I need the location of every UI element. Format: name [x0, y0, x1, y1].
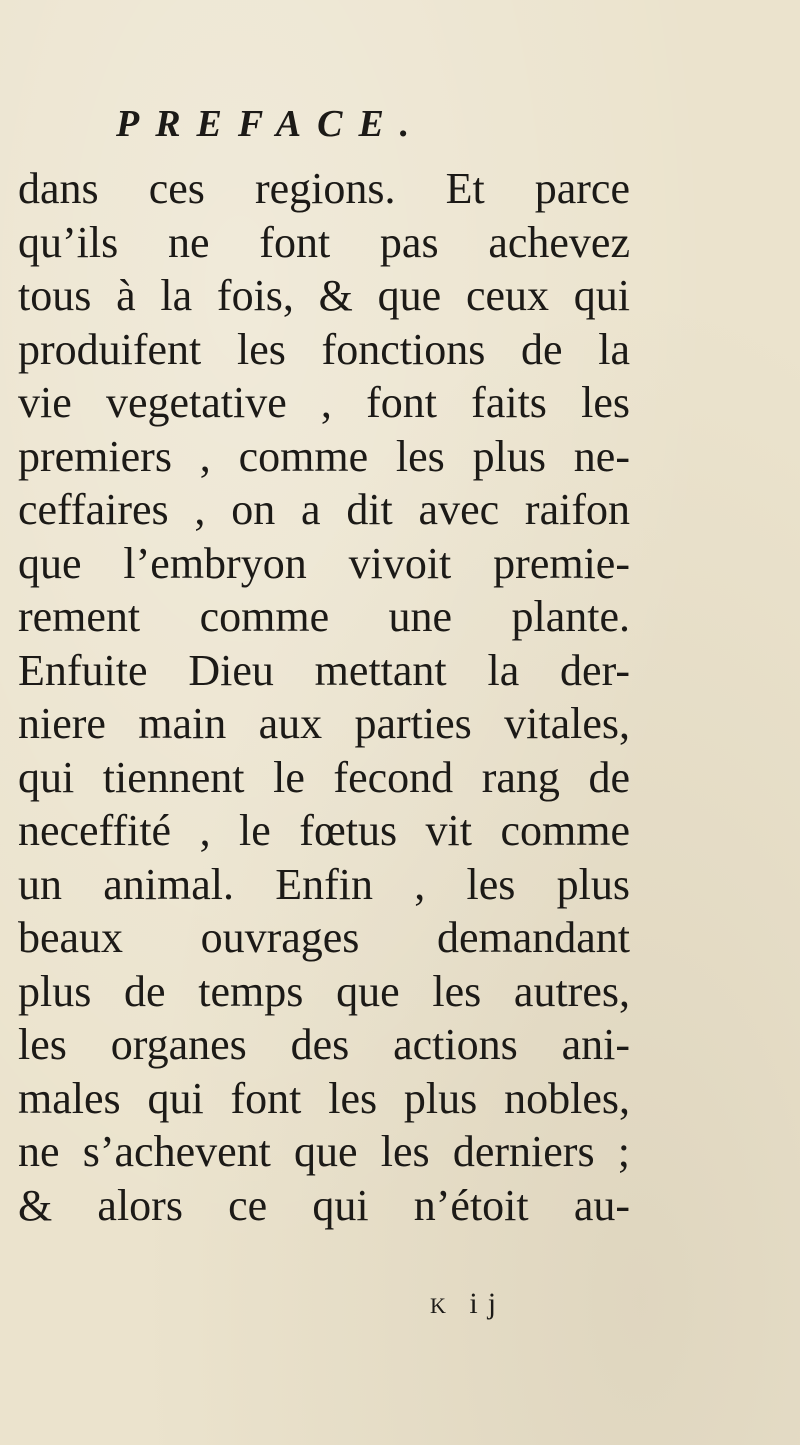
text-line: niere main aux parties vitales,: [18, 699, 630, 748]
running-head: PREFACE.: [116, 103, 426, 145]
text-line: un animal. Enfin , les plus: [18, 859, 630, 909]
text-line: ceffaires , on a dit avec raifon: [18, 485, 630, 534]
text-line: dans ces regions. Et parce: [18, 164, 630, 213]
signature-numeral: ij: [469, 1287, 507, 1320]
text-line: beaux ouvrages demandant: [18, 913, 630, 962]
text-line: rement comme une plante.: [18, 592, 630, 641]
body-text: [18, 162, 630, 1232]
signature-mark: [430, 1286, 506, 1324]
text-line: vie vegetative , font faits les: [18, 378, 630, 427]
text-line: males qui font les plus nobles,: [18, 1073, 630, 1123]
text-line: qu’ils ne font pas achevez: [18, 217, 630, 267]
text-line: Enfuite Dieu mettant la der-: [18, 645, 630, 695]
text-line: premiers , comme les plus ne-: [18, 431, 630, 481]
text-line: qui tiennent le fecond rang de: [18, 752, 630, 802]
text-line: ne s’achevent que les derniers ;: [18, 1127, 630, 1176]
text-line: les organes des actions ani-: [18, 1020, 630, 1069]
text-line: plus de temps que les autres,: [18, 966, 630, 1016]
signature-letter: K: [430, 1293, 452, 1318]
text-line: & alors ce qui n’étoit au-: [18, 1180, 630, 1230]
text-line: que l’embryon vivoit premie-: [18, 538, 630, 588]
text-line: neceffité , le fœtus vit comme: [18, 806, 630, 855]
text-line: tous à la fois, & que ceux qui: [18, 271, 630, 320]
text-line: produifent les fonctions de la: [18, 324, 630, 374]
